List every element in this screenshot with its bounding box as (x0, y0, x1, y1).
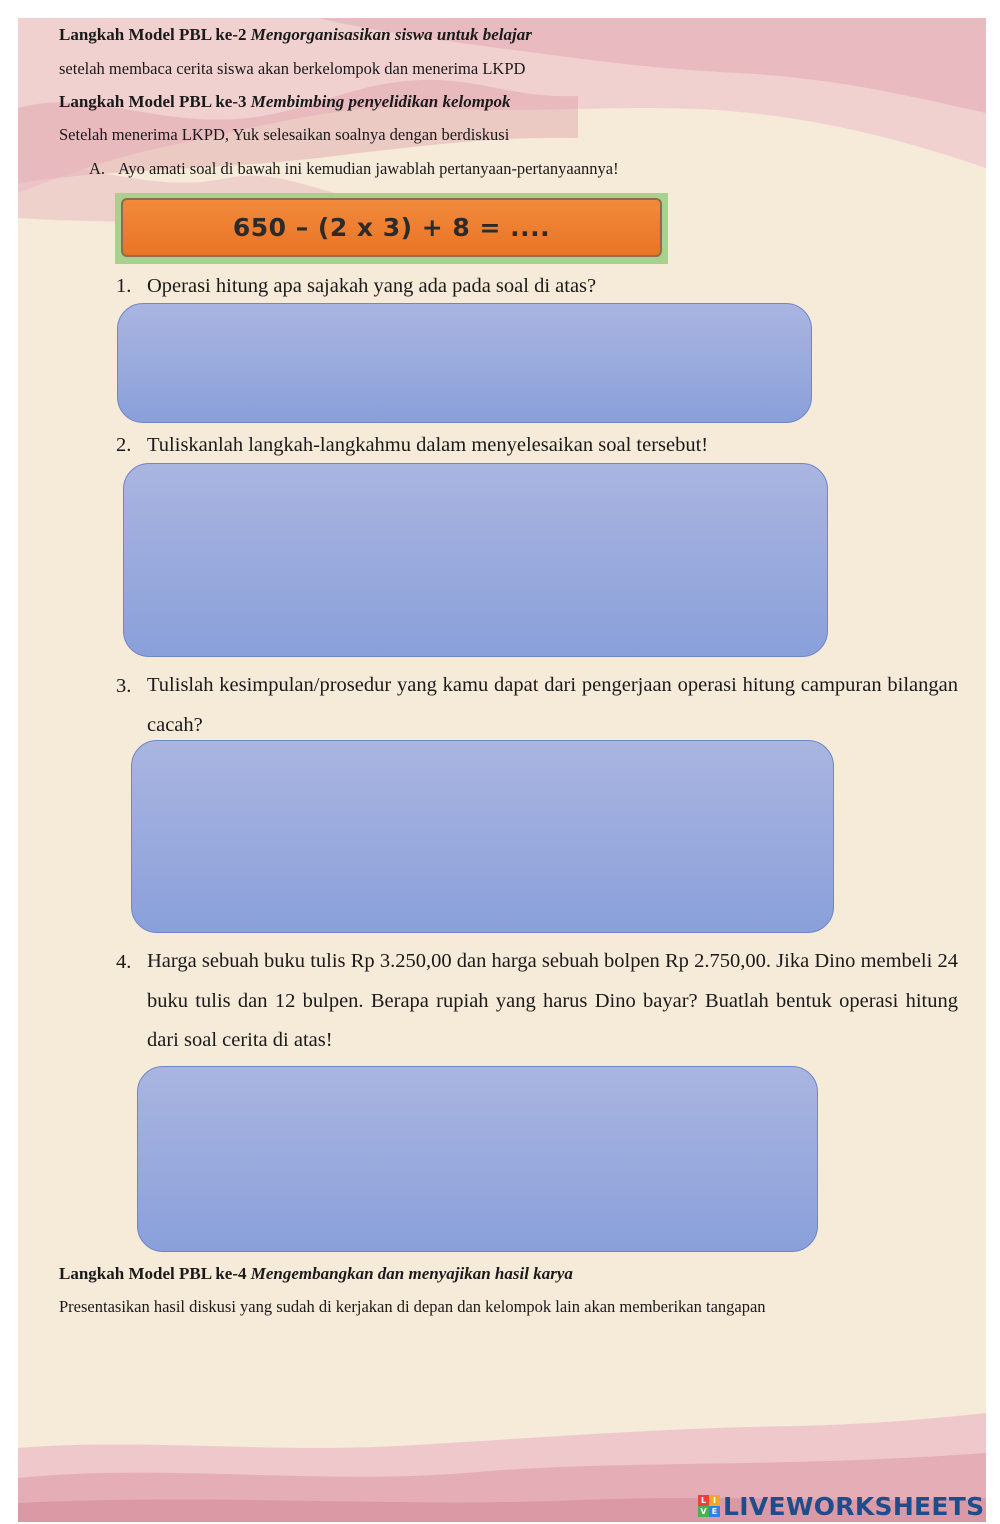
question-2-text: Tuliskanlah langkah-langkahmu dalam menyelesaikan soal tersebut! (147, 434, 709, 456)
step2-title: Mengorganisasikan siswa untuk belajar (250, 25, 532, 44)
step4-title: Mengembangkan dan menyajikan hasil karya (250, 1264, 573, 1283)
step3-heading (59, 92, 510, 112)
step4-label: Langkah Model PBL ke-4 (59, 1264, 247, 1283)
logo-letter-e: E (709, 1506, 720, 1517)
answer-box-3[interactable] (131, 740, 834, 933)
step3-label: Langkah Model PBL ke-3 (59, 92, 247, 111)
question-2-number: 2. (116, 434, 132, 456)
answer-box-4[interactable] (137, 1066, 818, 1252)
logo-mark-icon (698, 1495, 720, 1517)
logo-letter-v: V (698, 1506, 709, 1517)
step4-text: Presentasikan hasil diskusi yang sudah di kerjakan di depan dan kelompok lain akan memberikan tangapan (59, 1297, 766, 1316)
logo-letter-i: I (709, 1495, 720, 1506)
step2-text: setelah membaca cerita siswa akan berkelompok dan menerima LKPD (59, 59, 526, 78)
question-4-number: 4. (116, 951, 132, 973)
step2-heading (59, 25, 532, 45)
expression-frame (115, 193, 668, 264)
section-a-letter: A. (89, 159, 106, 178)
logo-wordmark: LIVEWORKSHEETS (723, 1491, 985, 1521)
step3-title: Membimbing penyelidikan kelompok (250, 92, 511, 111)
question-1-number: 1. (116, 275, 132, 297)
liveworksheets-logo[interactable] (698, 1491, 984, 1521)
question-1-text: Operasi hitung apa sajakah yang ada pada soal di atas? (147, 275, 597, 297)
answer-box-1[interactable] (117, 303, 812, 423)
question-3-text: Tulislah kesimpulan/prosedur yang kamu dapat dari pengerjaan operasi hitung campuran bilangan cacah? (147, 674, 958, 736)
question-3-number: 3. (116, 675, 132, 697)
question-4-text: Harga sebuah buku tulis Rp 3.250,00 dan harga sebuah bolpen Rp 2.750,00. Jika Dino membeli 24 buku tulis dan 12 bulpen. Berapa rupiah yang harus Dino bayar? Buatlah bentuk operasi hitung dari soal cerita di atas! (147, 950, 958, 1051)
step3-text: Setelah menerima LKPD, Yuk selesaikan soalnya dengan berdiskusi (59, 125, 510, 144)
answer-box-2[interactable] (123, 463, 828, 657)
logo-letter-l: L (698, 1495, 709, 1506)
worksheet-page (18, 18, 986, 1522)
step4-heading (59, 1264, 573, 1284)
step2-label: Langkah Model PBL ke-2 (59, 25, 247, 44)
math-expression: 650 – (2 x 3) + 8 = .... (121, 198, 662, 257)
section-a-instruction: Ayo amati soal di bawah ini kemudian jawablah pertanyaan-pertanyaannya! (118, 159, 619, 178)
